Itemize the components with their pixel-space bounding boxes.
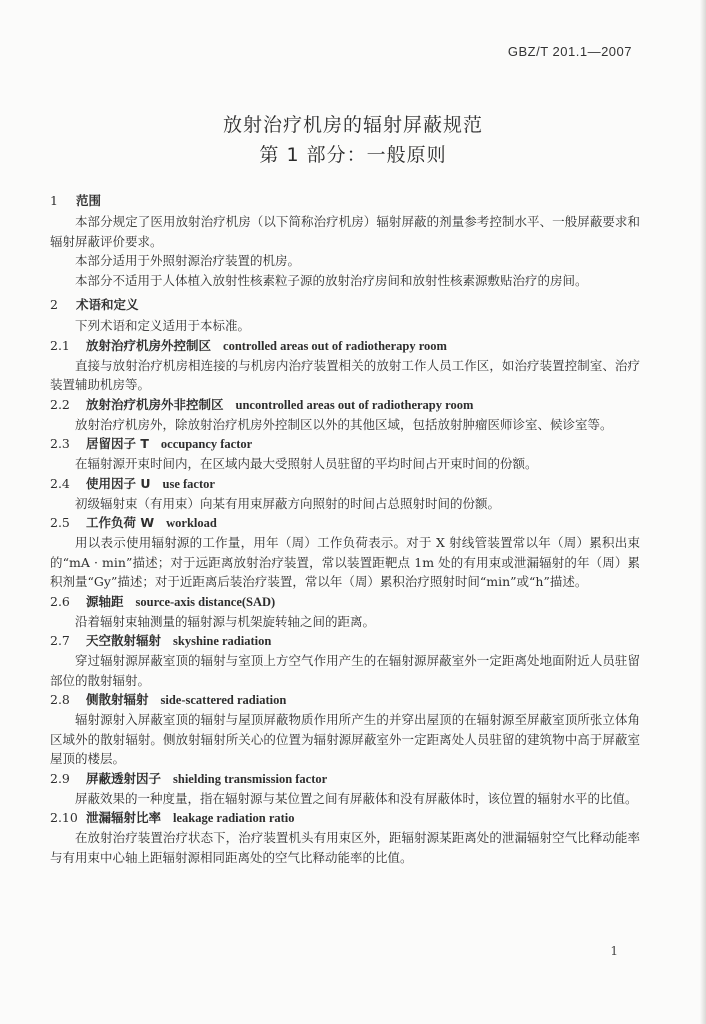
term-heading xyxy=(50,434,640,454)
term-definition: 直接与放射治疗机房相连接的与机房内治疗装置相关的放射工作人员工作区，如治疗装置控制室、治疗装置辅助机房等。 xyxy=(50,357,640,392)
term-name-en: source-axis distance(SAD) xyxy=(135,594,276,609)
section-title: 术语和定义 xyxy=(76,297,139,312)
term-heading xyxy=(50,474,640,494)
term-definition: 屏蔽效果的一种度量，指在辐射源与某位置之间有屏蔽体和没有屏蔽体时，该位置的辐射水平的比值。 xyxy=(75,790,638,806)
term-name-en: uncontrolled areas out of radiotherapy room xyxy=(235,397,474,412)
section-number: 2 xyxy=(50,297,58,312)
term-number: 2.10 xyxy=(50,810,78,825)
term-name-cn: 工作负荷 W xyxy=(86,515,155,530)
term-heading xyxy=(50,769,640,789)
term-number: 2.4 xyxy=(50,475,70,491)
term-name-en: occupancy factor xyxy=(160,437,253,451)
term-number: 2.3 xyxy=(50,436,70,451)
term-definition: 用以表示使用辐射源的工作量，用年（周）工作负荷表示。对于 X 射线管装置常以年（周）累积出束的“mA · min”描述；对于远距离放射治疗装置，常以装置距靶点 1m 处的有用束或泄漏辐射的年（周）累积剂量“Gy”描述；对于近距离后装治疗装置，常以年（周）累积治疗照射时间“min”或“h”描述。 xyxy=(50,535,640,589)
document-body xyxy=(50,186,640,867)
section-title: 范围 xyxy=(76,193,102,208)
term-heading xyxy=(50,395,640,415)
term-definition: 放射治疗机房外，除放射治疗机房外控制区以外的其他区域，包括放射肿瘤医师诊室、候诊室等。 xyxy=(75,416,613,432)
term-number: 2.1 xyxy=(50,337,70,353)
term-definition: 穿过辐射源屏蔽室顶的辐射与室顶上方空气作用产生的在辐射源屏蔽室外一定距离处地面附近人员驻留部位的散射辐射。 xyxy=(50,653,640,688)
term-name-en: use factor xyxy=(162,476,215,491)
term-name-cn: 放射治疗机房外控制区 xyxy=(86,337,212,353)
term-heading xyxy=(50,336,640,356)
term-definition: 初级辐射束（有用束）向某有用束屏蔽方向照射的时间占总照射时间的份额。 xyxy=(75,495,501,511)
term-name-cn: 天空散射辐射 xyxy=(86,633,162,648)
term-heading xyxy=(50,808,640,828)
document-subtitle: 第 1 部分：一般原则 xyxy=(259,144,447,166)
term-name-en: leakage radiation ratio xyxy=(173,811,295,825)
term-name-cn: 使用因子 U xyxy=(86,475,151,491)
term-heading xyxy=(50,592,640,612)
term-name-cn: 居留因子 T xyxy=(86,436,149,451)
term-name-cn: 侧散射辐射 xyxy=(86,692,149,707)
standard-code: GBZ/T 201.1—2007 xyxy=(507,44,632,59)
paragraph: 下列术语和定义适用于本标准。 xyxy=(75,318,251,333)
paragraph: 本部分规定了医用放射治疗机房（以下简称治疗机房）辐射屏蔽的剂量参考控制水平、一般屏蔽要求和辐射屏蔽评价要求。 xyxy=(50,214,640,249)
term-definition: 在辐射源开束时间内，在区域内最大受照射人员驻留的平均时间占开束时间的份额。 xyxy=(75,456,538,471)
term-definition: 在放射治疗装置治疗状态下，治疗装置机头有用束区外，距辐射源某距离处的泄漏辐射空气比释动能率与有用束中心轴上距辐射源相同距离处的空气比释动能率的比值。 xyxy=(50,830,640,865)
term-definition: 沿着辐射束轴测量的辐射源与机架旋转轴之间的距离。 xyxy=(75,613,376,629)
paragraph: 本部分不适用于人体植入放射性核素粒子源的放射治疗房间和放射性核素源敷贴治疗的房间。 xyxy=(75,272,588,288)
term-name-cn: 放射治疗机房外非控制区 xyxy=(86,396,224,412)
paragraph: 本部分适用于外照射源治疗装置的机房。 xyxy=(75,253,301,268)
term-heading xyxy=(50,690,640,710)
term-heading xyxy=(50,631,640,651)
term-name-cn: 源轴距 xyxy=(86,593,124,609)
document-title: 放射治疗机房的辐射屏蔽规范 xyxy=(222,114,483,136)
term-name-en: skyshine radiation xyxy=(173,634,272,648)
section-heading-scope xyxy=(50,190,640,212)
term-name-en: side-scattered radiation xyxy=(160,693,287,707)
term-name-en: controlled areas out of radiotherapy room xyxy=(223,338,447,353)
section-number: 1 xyxy=(50,193,58,208)
section-heading-terms xyxy=(50,294,640,316)
term-number: 2.5 xyxy=(50,515,70,530)
term-name-cn: 泄漏辐射比率 xyxy=(86,810,162,825)
term-name-cn: 屏蔽透射因子 xyxy=(86,770,162,786)
term-name-en: shielding transmission factor xyxy=(173,771,328,786)
term-number: 2.2 xyxy=(50,396,70,412)
title-block xyxy=(0,110,706,170)
term-definition: 辐射源射入屏蔽室顶的辐射与屋顶屏蔽物质作用所产生的并穿出屋顶的在辐射源至屏蔽室顶所张立体角区域外的散射辐射。侧放射辐射所关心的位置为辐射源屏蔽室外一定距离处人员驻留的建筑物中高于屏蔽室屋顶的楼层。 xyxy=(50,712,640,766)
scan-edge-shadow xyxy=(700,0,706,1024)
term-number: 2.8 xyxy=(50,692,70,707)
term-name-en: workload xyxy=(166,516,217,530)
term-number: 2.9 xyxy=(50,770,70,786)
term-heading xyxy=(50,513,640,533)
term-number: 2.6 xyxy=(50,593,70,609)
page-number: 1 xyxy=(610,944,618,958)
term-number: 2.7 xyxy=(50,633,70,648)
